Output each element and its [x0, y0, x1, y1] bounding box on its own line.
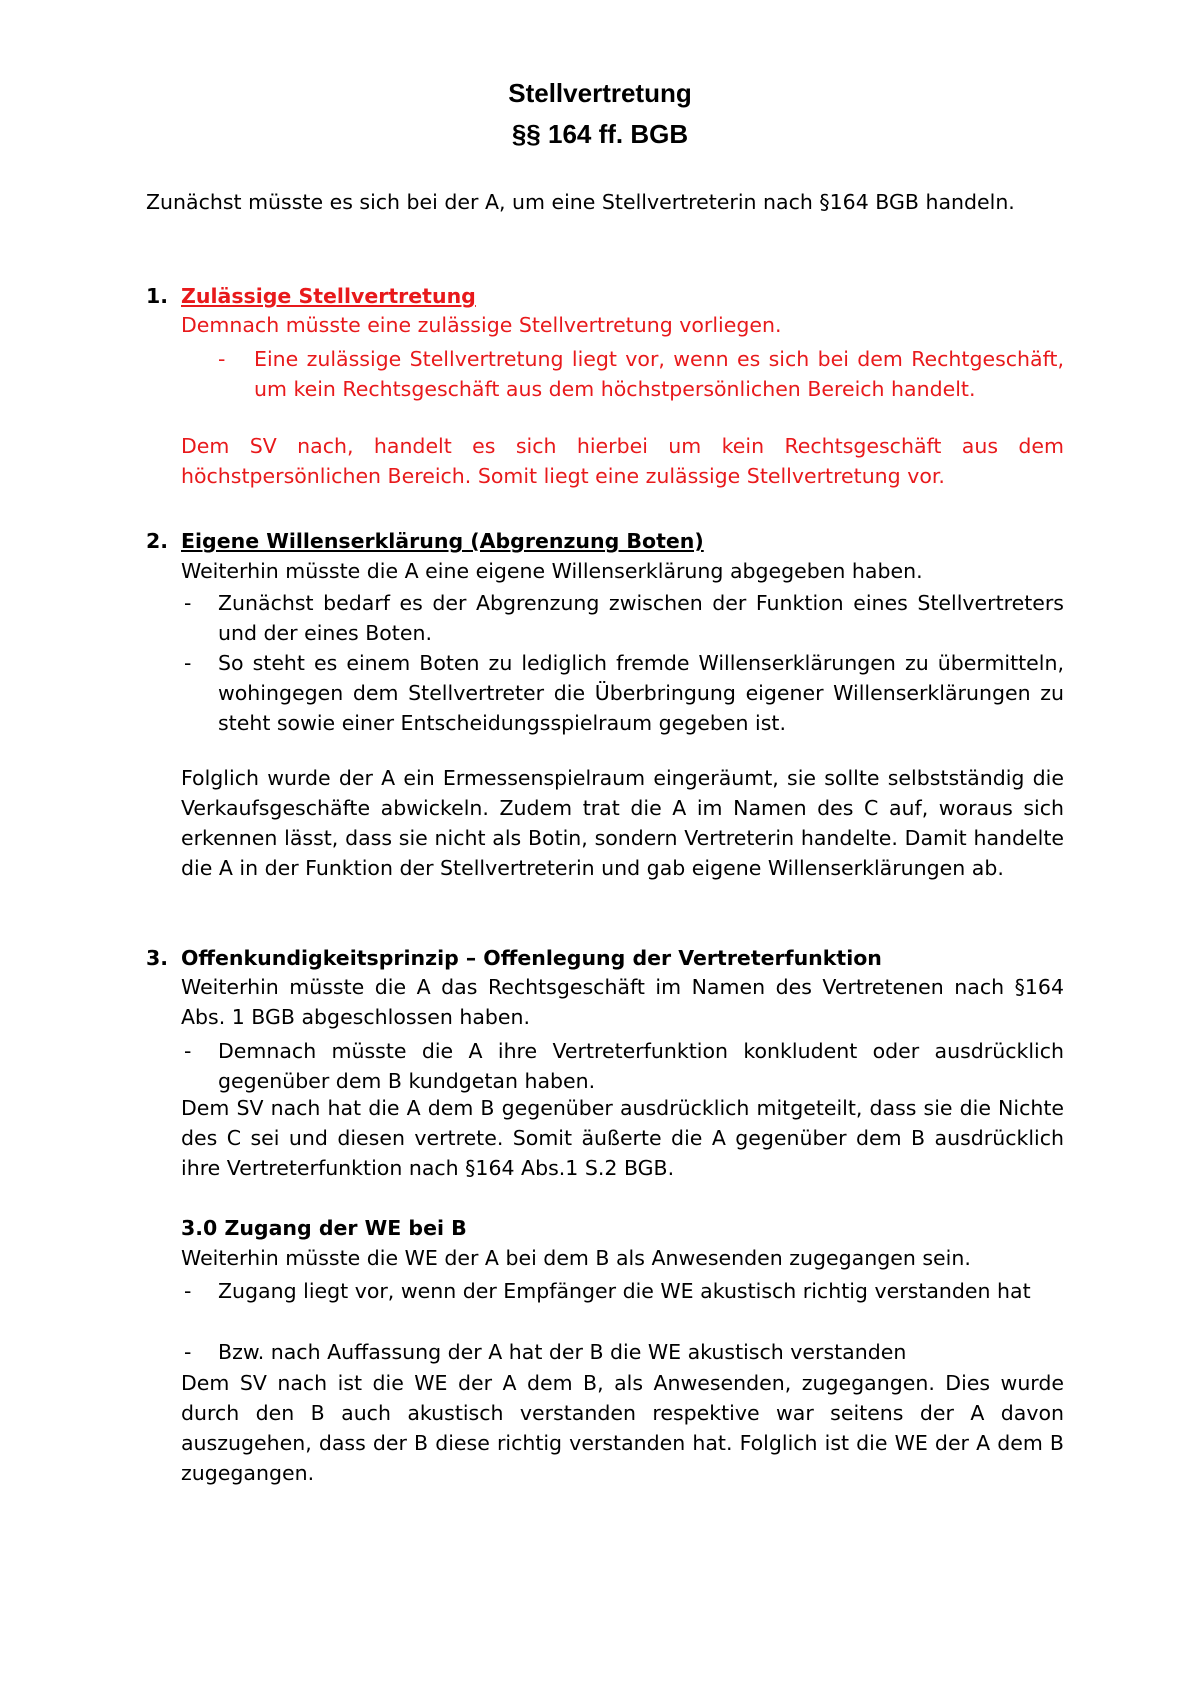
section-2-paragraph-2: Folglich wurde der A ein Ermessenspielraum eingeräumt, sie sollte selbstständig die Verkaufsgeschäfte abwickeln. Zudem trat die A im Namen des C auf, woraus sich erkennen lässt, dass sie nicht als Botin, sondern Vertreterin handelte. Damit handelte die A in der Funktion der Stellvertreterin und gab eigene Willenserklärungen ab. — [181, 766, 1064, 880]
section-3-0-bullet-1: Zugang liegt vor, wenn der Empfänger die WE akustisch richtig verstanden hat — [218, 1279, 1031, 1303]
section-1-paragraph-2: Dem SV nach, handelt es sich hierbei um kein Rechtsgeschäft aus dem höchstpersönlichen Bereich. Somit liegt eine zulässige Stellvertretung vor. — [181, 434, 1064, 488]
section-1-heading: Zulässige Stellvertretung — [181, 284, 476, 308]
section-2-bullet-2: So steht es einem Boten zu lediglich fremde Willenserklärungen zu übermitteln, wohingegen dem Stellvertreter die Überbringung eigener Willenserklärungen zu steht sowie einer Entscheidungsspielraum gegeben ist. — [218, 651, 1064, 735]
section-3-bullet-1: Demnach müsste die A ihre Vertreterfunktion konkludent oder ausdrücklich gegenüber dem B kundgetan haben. — [218, 1039, 1064, 1093]
section-3-number: 3. — [146, 946, 169, 970]
section-3-0-bullet-2: Bzw. nach Auffassung der A hat der B die WE akustisch verstanden — [218, 1340, 907, 1364]
section-3-bullet-1-dash: - — [184, 1039, 192, 1063]
section-3-heading: Offenkundigkeitsprinzip – Offenlegung der Vertreterfunktion — [181, 946, 882, 970]
section-3-0-bullet-2-dash: - — [184, 1340, 192, 1364]
section-2-bullet-1: Zunächst bedarf es der Abgrenzung zwischen der Funktion eines Stellvertreters und der eines Boten. — [218, 591, 1064, 645]
section-1-bullet-1-dash: - — [218, 347, 226, 371]
section-3-paragraph-1: Weiterhin müsste die A das Rechtsgeschäft im Namen des Vertretenen nach §164 Abs. 1 BGB abgeschlossen haben. — [181, 975, 1064, 1029]
section-1-bullet-1: Eine zulässige Stellvertretung liegt vor, wenn es sich bei dem Rechtgeschäft, um kein Rechtsgeschäft aus dem höchstpersönlichen Bereich handelt. — [254, 347, 1064, 401]
section-3-0-heading: 3.0 Zugang der WE bei B — [181, 1216, 467, 1240]
section-3-0-paragraph-1: Weiterhin müsste die WE der A bei dem B als Anwesenden zugegangen sein. — [181, 1246, 971, 1270]
section-2-bullet-2-dash: - — [184, 651, 192, 675]
document-subtitle: §§ 164 ff. BGB — [511, 119, 689, 149]
section-2-paragraph-1: Weiterhin müsste die A eine eigene Willenserklärung abgegeben haben. — [181, 559, 923, 583]
intro-paragraph: Zunächst müsste es sich bei der A, um eine Stellvertreterin nach §164 BGB handeln. — [146, 190, 1015, 214]
document-title: Stellvertretung — [508, 78, 692, 108]
section-3-0-paragraph-2: Dem SV nach ist die WE der A dem B, als Anwesenden, zugegangen. Dies wurde durch den B auch akustisch verstanden respektive war seitens der A davon auszugehen, dass der B diese richtig verstanden hat. Folglich ist die WE der A dem B zugegangen. — [181, 1371, 1064, 1485]
section-2-number: 2. — [146, 529, 169, 553]
section-1-number: 1. — [146, 284, 169, 308]
section-2-heading: Eigene Willenserklärung (Abgrenzung Boten) — [181, 529, 704, 553]
section-3-0-bullet-1-dash: - — [184, 1279, 192, 1303]
section-1-paragraph-1: Demnach müsste eine zulässige Stellvertretung vorliegen. — [181, 313, 782, 337]
section-3-paragraph-2: Dem SV nach hat die A dem B gegenüber ausdrücklich mitgeteilt, dass sie die Nichte des C sei und diesen vertrete. Somit äußerte die A gegenüber dem B ausdrücklich ihre Vertreterfunktion nach §164 Abs.1 S.2 BGB. — [181, 1096, 1064, 1180]
section-2-bullet-1-dash: - — [184, 591, 192, 615]
